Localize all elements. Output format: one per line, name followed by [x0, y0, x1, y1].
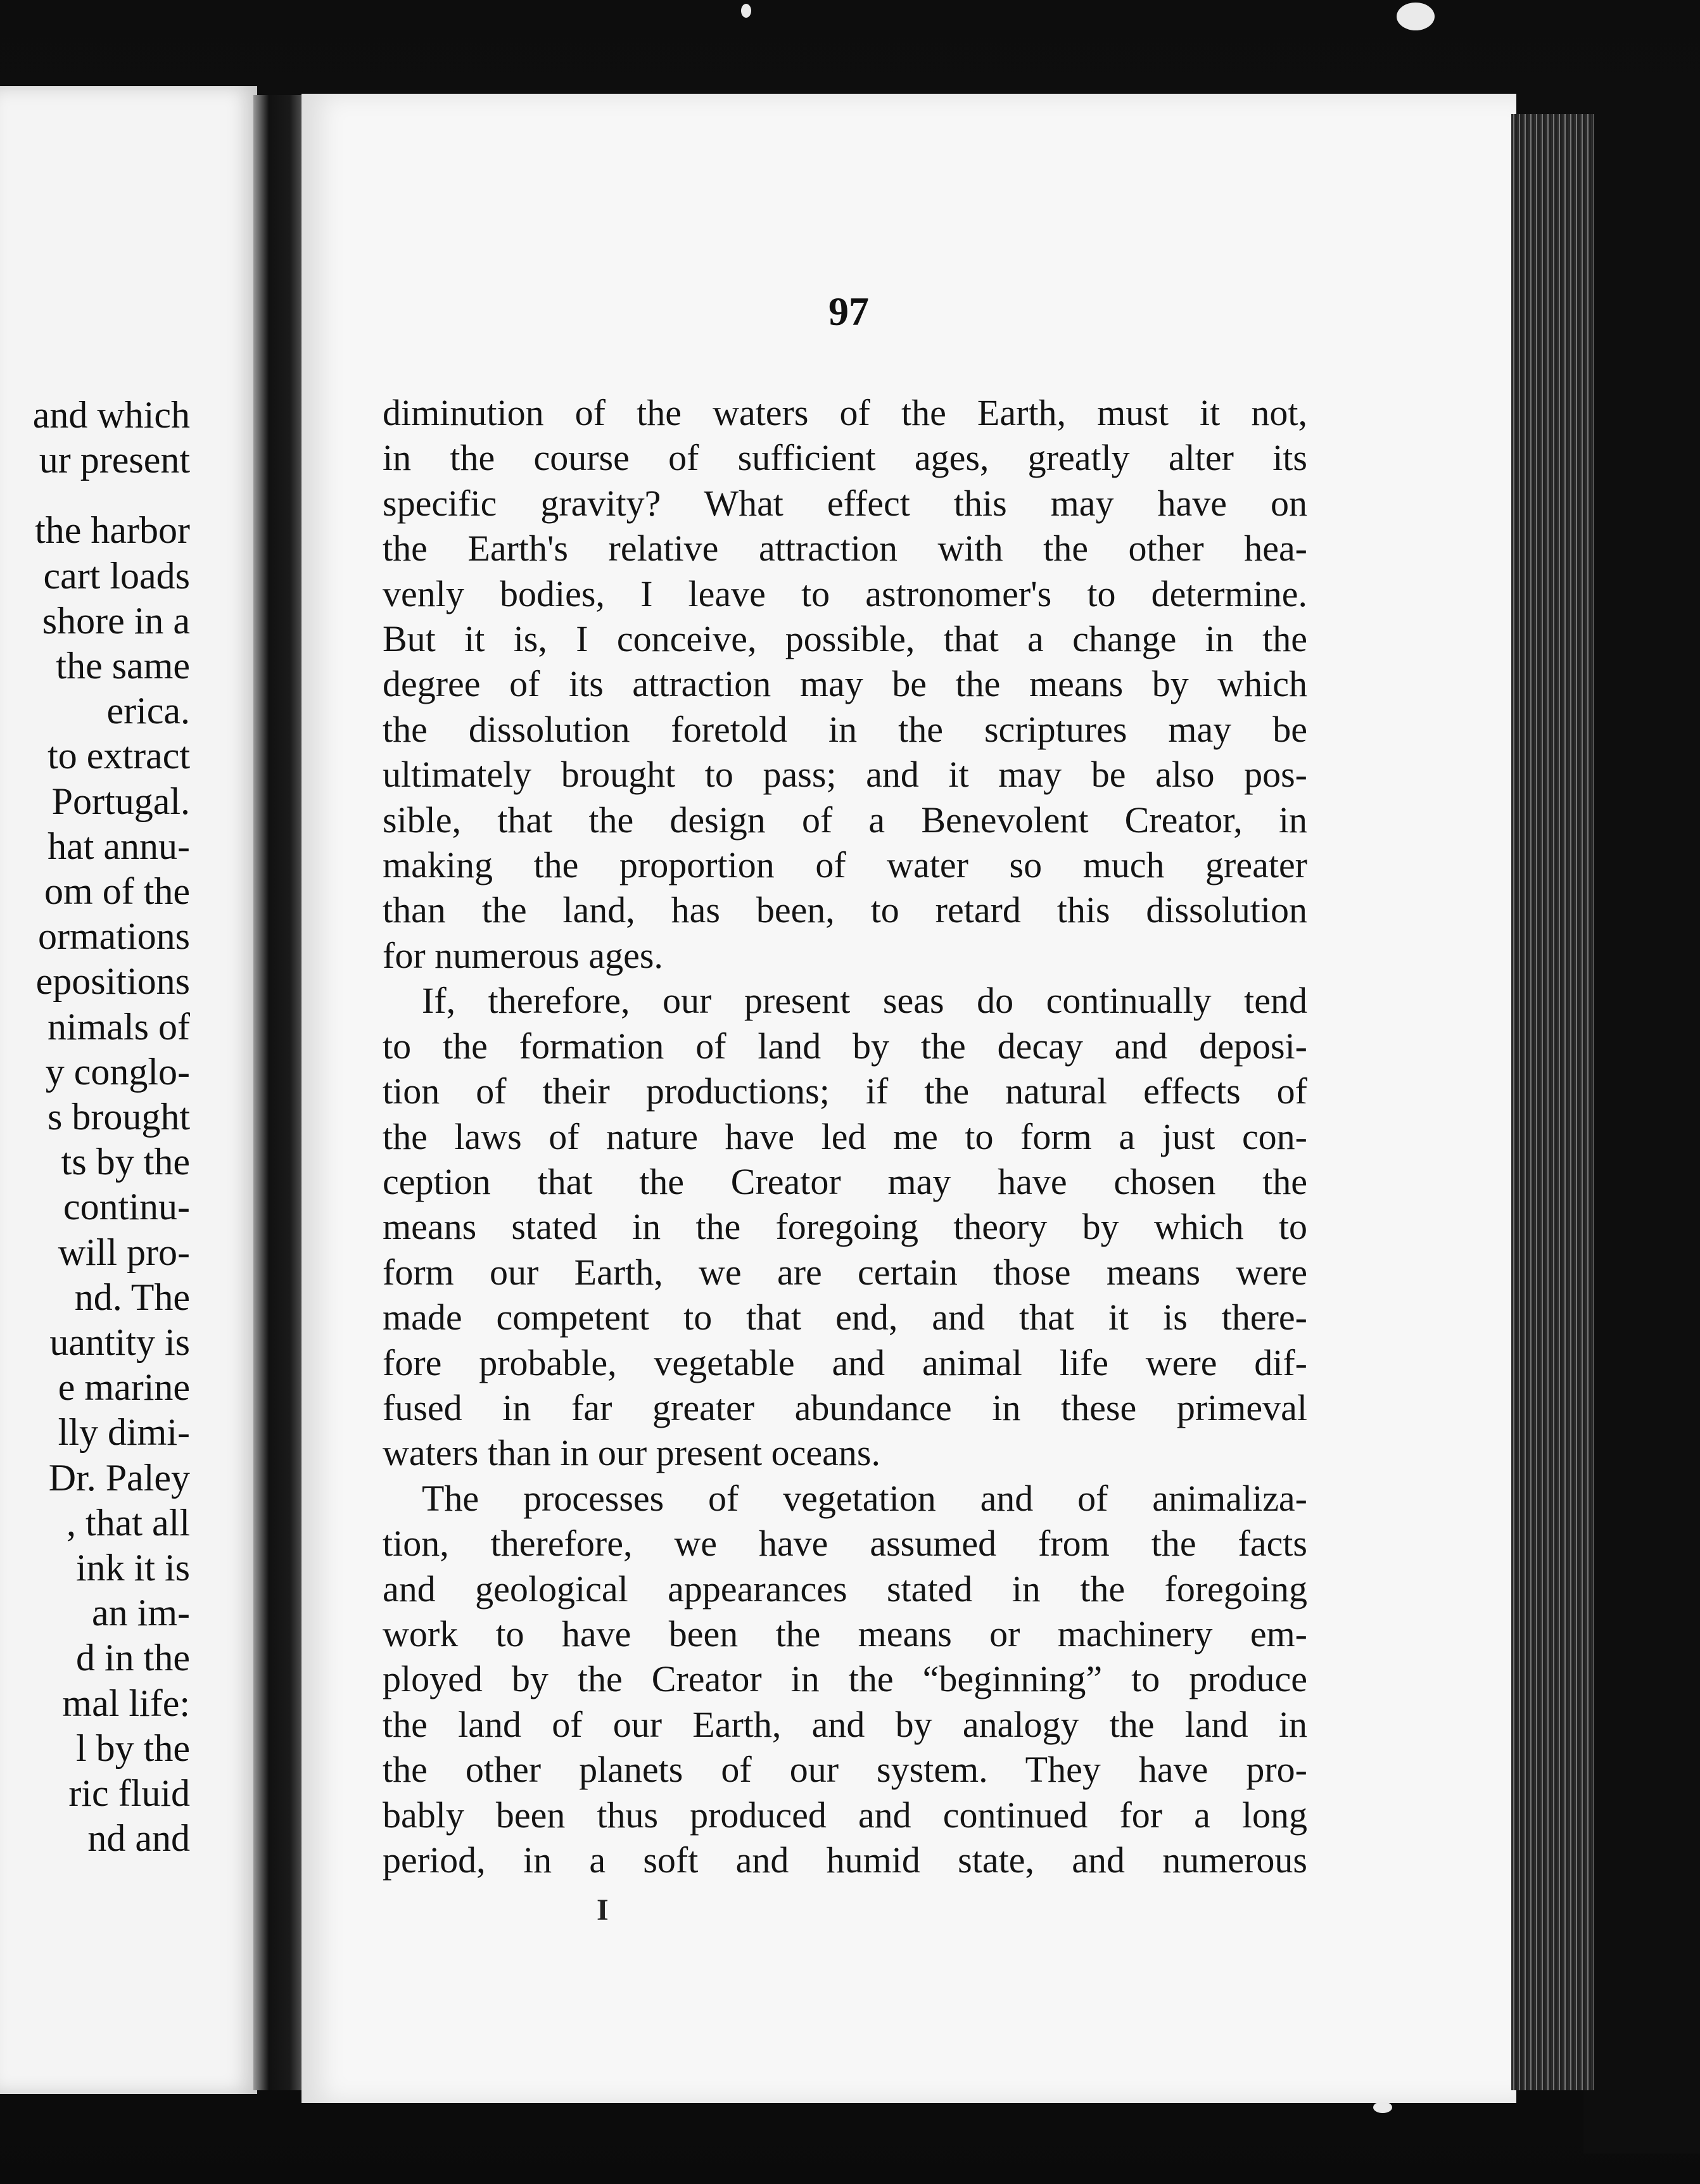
left-page-line: ink it is	[75, 1547, 190, 1589]
page-number: 97	[828, 289, 869, 334]
left-page-line: nimals of	[48, 1005, 190, 1048]
left-page-line: Dr. Paley	[48, 1456, 190, 1499]
body-text-line: made competent to that end, and that it is there-	[383, 1297, 1307, 1338]
left-page-line: y conglo-	[45, 1050, 190, 1093]
body-text-line: work to have been the means or machinery em-	[383, 1613, 1307, 1654]
body-text-line: the other planets of our system. They have pro-	[383, 1749, 1307, 1791]
left-page-line: uantity is	[49, 1321, 190, 1364]
left-page-line: the harbor	[35, 509, 190, 552]
body-text-line: in the course of sufficient ages, greatly alter its	[383, 437, 1307, 479]
body-text-line: The processes of vegetation and of animaliza-	[422, 1477, 1307, 1519]
body-text-line: than the land, has been, to retard this dissolution	[383, 889, 1307, 931]
body-text-line: ultimately brought to pass; and it may be also pos-	[383, 754, 1307, 796]
page-stack-edges	[1511, 114, 1594, 2090]
body-text-line: the laws of nature have led me to form a just con-	[383, 1115, 1307, 1157]
body-text-line: the land of our Earth, and by analogy the land in	[383, 1703, 1307, 1745]
left-page-line: and which	[32, 394, 190, 436]
body-text-line: for numerous ages.	[383, 934, 663, 976]
body-text-line: tion, therefore, we have assumed from the facts	[383, 1523, 1307, 1565]
scan-speck	[1397, 3, 1435, 30]
left-page-line: e marine	[58, 1366, 190, 1409]
body-text-line: form our Earth, we are certain those means were	[383, 1251, 1307, 1293]
left-page-line: cart loads	[43, 554, 190, 597]
left-page-line: d in the	[76, 1637, 190, 1679]
body-text-line: If, therefore, our present seas do continually tend	[422, 980, 1307, 1022]
left-page-line: lly dimi-	[58, 1411, 190, 1454]
body-text-line: specific gravity? What effect this may have on	[383, 482, 1307, 524]
left-page-line: l by the	[76, 1727, 190, 1769]
left-page-line: nd and	[87, 1817, 190, 1860]
left-page-line: erica.	[106, 690, 190, 732]
left-page-line: hat annu-	[48, 825, 190, 867]
body-text-line: venly bodies, I leave to astronomer's to determine.	[383, 573, 1307, 614]
left-page-line: om of the	[44, 870, 190, 913]
scan-speck	[1373, 2102, 1392, 2113]
page-body-text	[383, 390, 1307, 1882]
body-text-line: tion of their productions; if the natural effects of	[383, 1070, 1307, 1112]
left-page-line	[0, 483, 190, 508]
body-text-line: ception that the Creator may have chosen the	[383, 1160, 1307, 1202]
left-page-line: epositions	[35, 960, 190, 1003]
left-page-line: ormations	[38, 915, 190, 958]
body-text-line: fused in far greater abundance in these primeval	[383, 1387, 1307, 1428]
body-text-line: diminution of the waters of the Earth, must it not,	[383, 392, 1307, 433]
body-text-line: But it is, I conceive, possible, that a change in the	[383, 618, 1307, 660]
left-page-line: Portugal.	[51, 780, 190, 822]
body-text-line: waters than in our present oceans.	[383, 1432, 880, 1474]
left-page-line: ur present	[39, 439, 190, 481]
body-text-line: sible, that the design of a Benevolent Creator, in	[383, 799, 1307, 841]
body-text-line: ployed by the Creator in the “beginning” to produce	[383, 1658, 1307, 1700]
left-page-line: shore in a	[42, 599, 190, 642]
body-text-line: period, in a soft and humid state, and numerous	[383, 1839, 1307, 1881]
body-text-line: the Earth's relative attraction with the other hea-	[383, 528, 1307, 569]
left-page-line: an im-	[92, 1592, 190, 1634]
left-page-line: ric fluid	[68, 1772, 190, 1815]
left-page-line: the same	[56, 645, 190, 687]
book-edge-shadow	[1583, 95, 1700, 2154]
scan-speck	[741, 4, 751, 18]
body-text-line: fore probable, vegetable and animal life were dif-	[383, 1342, 1307, 1383]
book-gutter	[253, 95, 305, 2090]
body-text-line: means stated in the foregoing theory by which to	[383, 1206, 1307, 1248]
left-page-line: ts by the	[61, 1141, 190, 1183]
left-page-line: s brought	[48, 1096, 190, 1138]
body-text-line: and geological appearances stated in the foregoing	[383, 1568, 1307, 1609]
left-page-line: , that all	[67, 1501, 190, 1544]
body-text-line: making the proportion of water so much greater	[383, 844, 1307, 886]
left-page-line: will pro-	[58, 1231, 190, 1273]
left-page-text-fragments	[0, 393, 190, 1862]
body-text-line: degree of its attraction may be the means by which	[383, 663, 1307, 705]
left-page-line: continu-	[63, 1186, 190, 1228]
left-page-line: to extract	[48, 735, 190, 777]
left-page-line: mal life:	[62, 1682, 190, 1724]
signature-mark: I	[597, 1893, 609, 1927]
body-text-line: the dissolution foretold in the scriptures may be	[383, 708, 1307, 750]
left-page-line: nd. The	[74, 1276, 190, 1318]
body-text-line: to the formation of land by the decay and deposi-	[383, 1025, 1307, 1067]
body-text-line: bably been thus produced and continued for a long	[383, 1794, 1307, 1836]
